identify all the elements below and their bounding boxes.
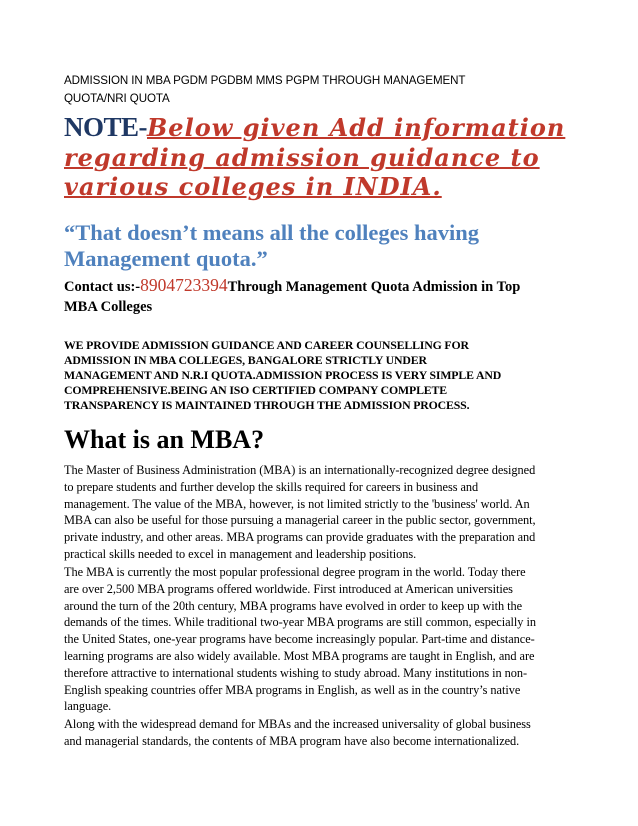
paragraph-line: Along with the widespread demand for MBAs and the increased universality of global business [64, 717, 531, 731]
paragraph-line: and managerial standards, the contents of MBA program have also become internationalized. [64, 733, 520, 748]
paragraph-line: therefore attractive to international students wishing to study abroad. Many institutions in non- [64, 665, 528, 680]
header-line-2: QUOTA/NRI QUOTA [64, 92, 170, 105]
note-text-line-3: various colleges in INDIA. [64, 172, 442, 201]
paragraph-line: The Master of Business Administration (MBA) is an internationally-recognized degree designed [64, 463, 536, 477]
contact-prefix: Contact us:- [64, 279, 141, 295]
paragraph-line: language. [64, 699, 112, 714]
paragraph-line: are over 2,500 MBA programs offered worldwide. First introduced at American universities [64, 581, 513, 596]
contact-suffix: Through Management Quota Admission in Top [227, 279, 521, 295]
note-label: NOTE- [64, 112, 148, 142]
quote-line-1: “That doesn’t means all the colleges having [64, 220, 480, 245]
paragraph-line: private industry, and other areas. MBA programs can provide graduates with the preparation and [64, 530, 536, 545]
paragraph-line: MBA can also be useful for those pursuing a managerial career in the public sector, government, [64, 513, 536, 528]
contact-phone: 8904723394 [140, 275, 228, 295]
paragraph-line: management. The value of the MBA, however, is not limited strictly to the 'business' world. An [64, 496, 530, 511]
note-block [64, 113, 584, 202]
quote-line-2: Management quota.” [64, 246, 268, 271]
contact-line-2: MBA Colleges [64, 298, 153, 315]
paragraph-line: demands of the times. While traditional two-year MBA programs are still common, especially in [64, 615, 536, 630]
services-line: ADMISSION IN MBA COLLEGES, BANGALORE STRICTLY UNDER [64, 353, 427, 367]
header-line-1: ADMISSION IN MBA PGDM PGDBM MMS PGPM THROUGH MANAGEMENT [64, 74, 466, 87]
paragraph-line: English speaking countries offer MBA programs in English, as well as in the country’s native [64, 682, 521, 697]
note-text-line-1: Below given Add information [147, 113, 566, 142]
services-line: MANAGEMENT AND N.R.I QUOTA.ADMISSION PROCESS IS VERY SIMPLE AND [64, 368, 502, 382]
paragraph-line: practical skills needed to excel in management and leadership positions. [64, 546, 417, 561]
quote-block [64, 220, 584, 272]
services-paragraph [64, 338, 584, 413]
paragraph-2 [64, 564, 586, 715]
paragraph-line: around the turn of the 20th century, MBA programs have evolved in order to keep up with the [64, 598, 523, 613]
contact-block [64, 276, 584, 317]
paragraph-line: The MBA is currently the most popular professional degree program in the world. Today there [64, 565, 526, 579]
document-header [64, 72, 584, 108]
services-line: COMPREHENSIVE.BEING AN ISO CERTIFIED COMPANY COMPLETE [64, 383, 447, 397]
paragraph-3 [64, 716, 586, 750]
services-line: TRANSPARENCY IS MAINTAINED THROUGH THE ADMISSION PROCESS. [64, 398, 470, 412]
section-title: What is an MBA? [64, 425, 265, 454]
note-text-line-2: regarding admission guidance to [64, 142, 540, 172]
paragraph-line: learning programs are also widely available. Most MBA programs are taught in English, and are [64, 648, 535, 663]
paragraph-line: the United States, one-year programs have become increasingly popular. Part-time and distance- [64, 632, 535, 647]
paragraph-1 [64, 462, 586, 563]
paragraph-line: to prepare students and further develop the skills required for careers in business and [64, 479, 479, 494]
services-line: WE PROVIDE ADMISSION GUIDANCE AND CAREER COUNSELLING FOR [64, 338, 469, 352]
